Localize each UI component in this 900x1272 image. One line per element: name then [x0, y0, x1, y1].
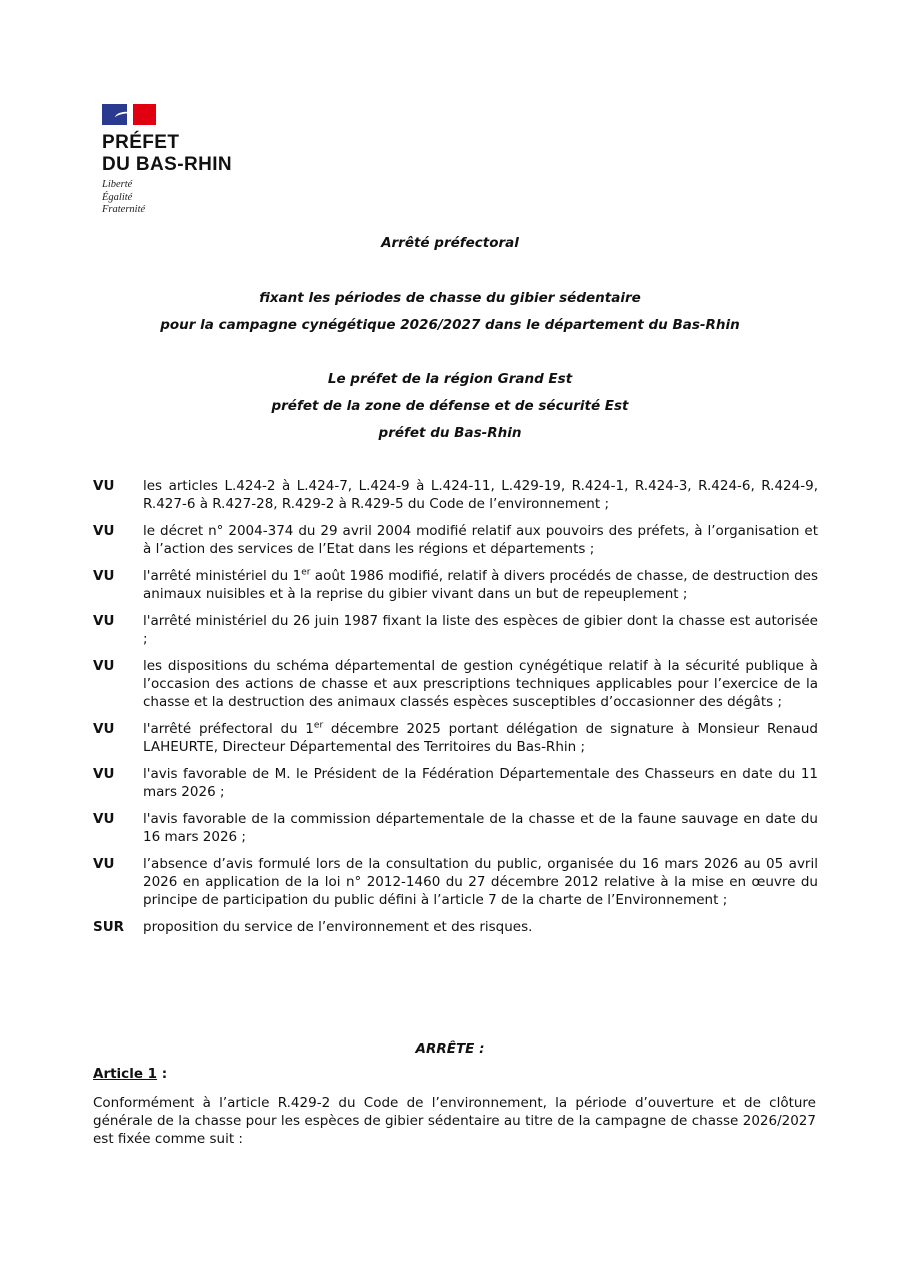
consideration-label: VU: [93, 721, 115, 737]
authority-line-1: Le préfet de la région Grand Est: [327, 371, 573, 387]
authority-line-2: préfet de la zone de défense et de sécurité Est: [271, 398, 629, 414]
consideration-text: [143, 567, 818, 603]
consideration-text-sup: er: [313, 720, 324, 731]
consideration-item: [93, 810, 818, 846]
consideration-label: VU: [93, 523, 115, 539]
consideration-item: [93, 720, 818, 756]
consideration-label: VU: [93, 613, 115, 629]
consideration-text: le décret n° 2004-374 du 29 avril 2004 modifié relatif aux pouvoirs des préfets, à l’organisation et à l’action des services de l’Etat dans les régions et départements ;: [143, 523, 818, 557]
consideration-label: VU: [93, 811, 115, 827]
subject-line-2: pour la campagne cynégétique 2026/2027 dans le département du Bas-Rhin: [160, 317, 740, 333]
prefet-title-line2: DU BAS-RHIN: [102, 154, 233, 175]
republic-motto: [102, 179, 232, 217]
arrete-heading: ARRÊTE :: [415, 1041, 485, 1057]
consideration-label: VU: [93, 568, 115, 584]
consideration-label: SUR: [93, 919, 125, 935]
consideration-item: [93, 477, 818, 513]
marianne-flag-icon: [102, 104, 156, 125]
prefet-logo: [102, 104, 232, 217]
authority-line-3: préfet du Bas-Rhin: [378, 425, 522, 441]
consideration-text: l'avis favorable de la commission départementale de la chasse et de la faune sauvage en date du 16 mars 2026 ;: [143, 811, 818, 845]
prefet-title-line1: PRÉFET: [102, 132, 180, 153]
consideration-item: [93, 522, 818, 558]
consideration-text-pre: l'arrêté préfectoral du 1: [143, 721, 314, 737]
consideration-item: [93, 657, 818, 711]
motto-liberte: Liberté: [102, 179, 133, 190]
considerations-list: [93, 477, 818, 945]
consideration-item: [93, 612, 818, 648]
consideration-item: [93, 765, 818, 801]
document-type: Arrêté préfectoral: [381, 235, 519, 251]
consideration-text: les articles L.424-2 à L.424-7, L.424-9 à L.424-11, L.429-19, R.424-1, R.424-3, R.424-6, R.424-9, R.427-6 à R.427-28, R.429-2 à R.429-5 du Code de l’environnement ;: [143, 478, 818, 512]
subject-line-1: fixant les périodes de chasse du gibier sédentaire: [259, 290, 641, 306]
consideration-label: VU: [93, 478, 115, 494]
consideration-label: VU: [93, 658, 115, 674]
article-1-title-suffix: :: [157, 1066, 168, 1082]
consideration-text-sup: er: [301, 567, 311, 578]
consideration-label: VU: [93, 856, 115, 872]
consideration-item: [93, 918, 818, 936]
consideration-text: proposition du service de l’environnement et des risques.: [143, 919, 533, 935]
article-1-text: Conformément à l’article R.429-2 du Code de l’environnement, la période d’ouverture et de clôture générale de la chasse pour les espèces de gibier sédentaire au titre de la campagne de chasse 2026/2027 est fixée comme suit :: [93, 1095, 816, 1147]
consideration-text: [143, 720, 818, 756]
motto-fraternite: Fraternité: [102, 204, 146, 215]
consideration-text-post: décembre 2025 portant délégation de signature à Monsieur Renaud LAHEURTE, Directeur Départemental des Territoires du Bas-Rhin ;: [143, 721, 818, 755]
article-1-title: [93, 1065, 167, 1083]
consideration-item: [93, 855, 818, 909]
consideration-text: l’absence d’avis formulé lors de la consultation du public, organisée du 16 mars 2026 au 05 avril 2026 en application de la loi n° 2012-1460 du 27 décembre 2012 relative à la mise en œuvre du principe de participation du public défini à l’article 7 de la charte de l’Environnement ;: [143, 856, 818, 908]
consideration-text-post: août 1986 modifié, relatif à divers procédés de chasse, de destruction des animaux nuisibles et à la reprise du gibier vivant dans un but de repeuplement ;: [143, 568, 818, 602]
consideration-text: les dispositions du schéma départemental de gestion cynégétique relatif à la sécurité publique à l’occasion des actions de chasse et aux prescriptions techniques applicables pour l’exercice de la chasse et la destruction des animaux classés espèces susceptibles d’occasionner des dégâts ;: [143, 658, 818, 710]
consideration-text-pre: l'arrêté ministériel du 1: [143, 568, 302, 584]
motto-egalite: Égalité: [102, 191, 133, 203]
consideration-text: l'avis favorable de M. le Président de la Fédération Départementale des Chasseurs en date du 11 mars 2026 ;: [143, 766, 818, 800]
consideration-item: [93, 567, 818, 603]
consideration-text: l'arrêté ministériel du 26 juin 1987 fixant la liste des espèces de gibier dont la chasse est autorisée ;: [143, 613, 818, 647]
article-1-title-text: Article 1: [93, 1066, 158, 1082]
consideration-label: VU: [93, 766, 115, 782]
